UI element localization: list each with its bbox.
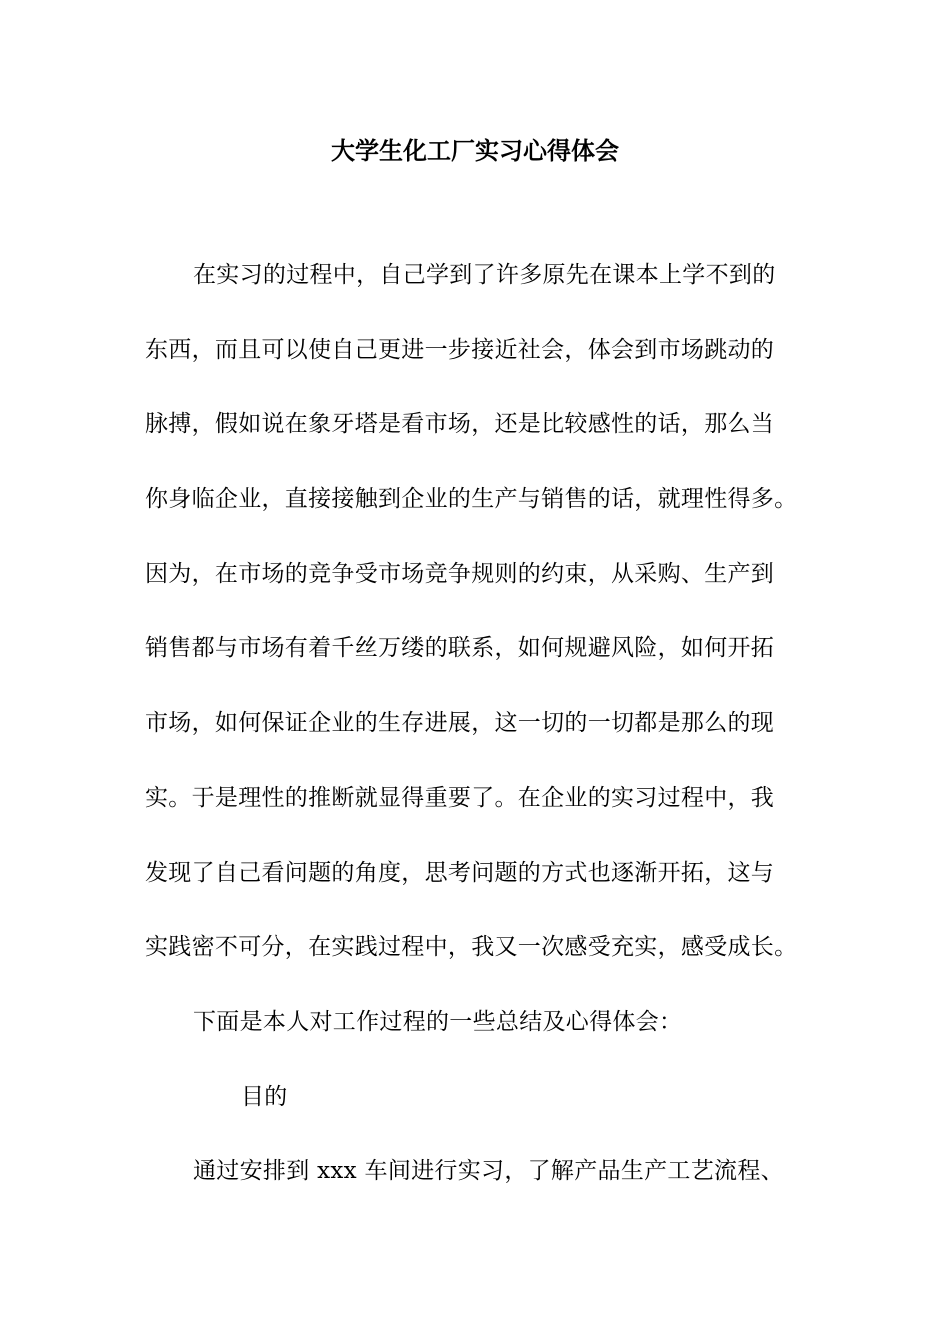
paragraph-line: 实。于是理性的推断就显得重要了。在企业的实习过程中，我 (145, 785, 775, 811)
paragraph-line: 你身临企业，直接接触到企业的生产与销售的话，就理性得多。 (145, 486, 798, 512)
paragraph-line: 脉搏，假如说在象牙塔是看市场，还是比较感性的话，那么当 (145, 411, 775, 437)
paragraph-line: 实践密不可分，在实践过程中，我又一次感受充实，感受成长。 (145, 934, 798, 960)
paragraph-line: 东西，而且可以使自己更进一步接近社会，体会到市场跳动的 (145, 337, 775, 363)
paragraph-line: 因为，在市场的竞争受市场竞争规则的约束，从采购、生产到 (145, 561, 775, 587)
document-title: 大学生化工厂实习心得体会 (331, 137, 619, 165)
section-heading: 目的 (241, 1084, 288, 1110)
paragraph-line: 发现了自己看问题的角度，思考问题的方式也逐渐开拓，这与 (145, 860, 775, 886)
paragraph-line: 销售都与市场有着千丝万缕的联系，如何规避风险，如何开拓 (145, 635, 775, 661)
paragraph-line: 通过安排到 xxx 车间进行实习，了解产品生产工艺流程、 (193, 1158, 784, 1184)
paragraph-line: 下面是本人对工作过程的一些总结及心得体会： (193, 1009, 683, 1035)
paragraph-line: 市场，如何保证企业的生存进展，这一切的一切都是那么的现 (145, 710, 775, 736)
paragraph-line: 在实习的过程中，自己学到了许多原先在课本上学不到的 (193, 262, 776, 288)
